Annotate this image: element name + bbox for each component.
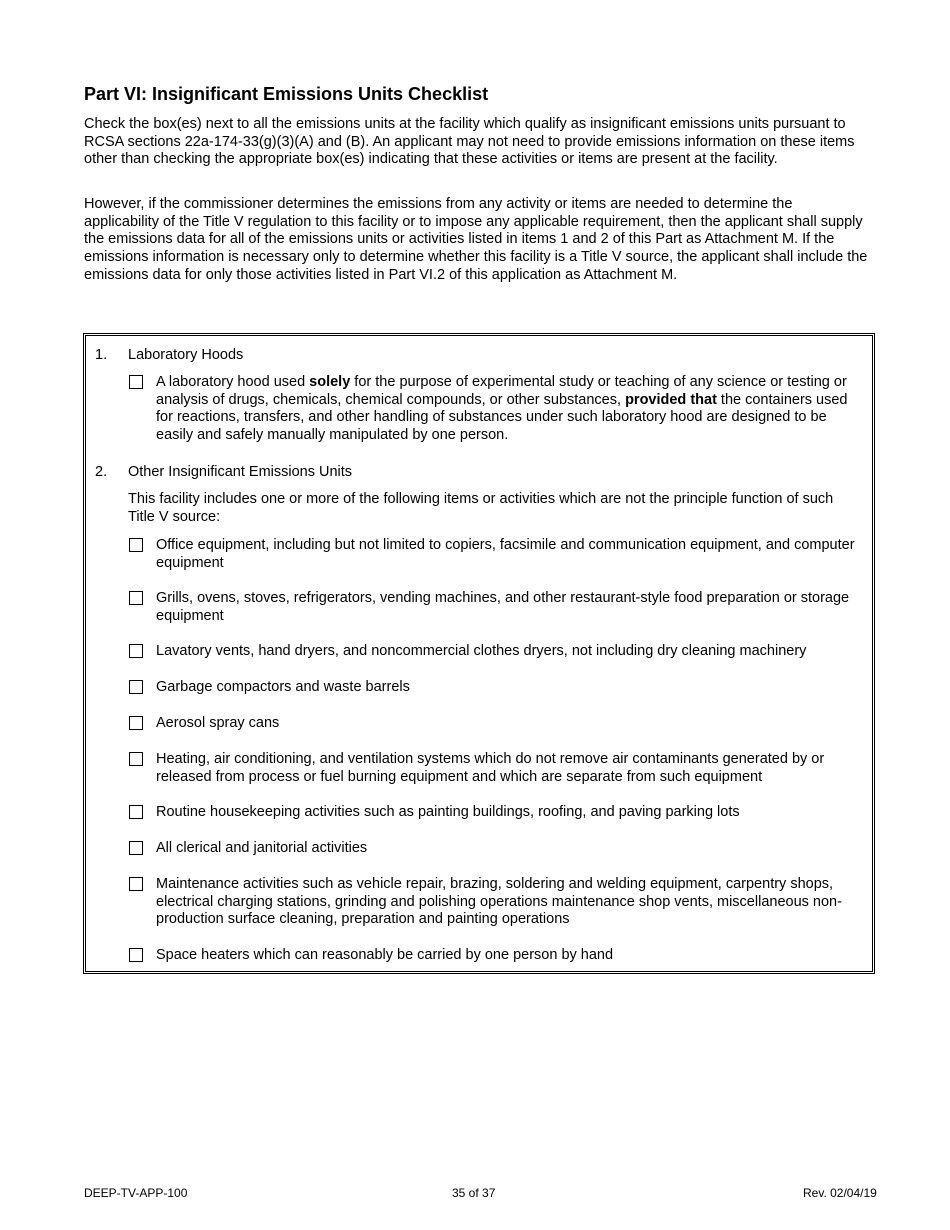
form-id: DEEP-TV-APP-100 — [84, 1186, 188, 1200]
hvac-checkbox[interactable] — [129, 752, 143, 766]
checklist-item-label: Grills, ovens, stoves, refrigerators, vending machines, and other restaurant-style food preparation or storage equipment — [156, 590, 850, 624]
food-equipment-checkbox[interactable] — [129, 591, 143, 605]
checklist-item-label: Lavatory vents, hand dryers, and noncommercial clothes dryers, not including dry cleaning machinery — [156, 643, 807, 659]
office-equipment-checkbox[interactable] — [129, 538, 143, 552]
intro-paragraph-2: However, if the commissioner determines the emissions from any activity or items are needed to determine the applicability of the Title V regulation to this facility or to impose any applicable requirement, then the applicant shall supply the emissions data for all of the emissions units or activities listed in items 1 and 2 of this Part as Attachment M. If the emissions information is necessary only to determine whether this facility is a Title V source, the applicant shall include the emissions data for only those activities listed in Part VI.2 of this application as Attachment M. — [84, 196, 868, 283]
space-heaters-checkbox[interactable] — [129, 948, 143, 962]
laboratory-hood-label: A laboratory hood used solely for the purpose of experimental study or teaching of any science or testing or analysis of drugs, chemicals, chemical compounds, or other substances, provided that the containers used for reactions, transfers, and other handling of substances under such laboratory hood are designed to be easily and safely manually manipulated by one person. — [156, 374, 848, 444]
maintenance-checkbox[interactable] — [129, 877, 143, 891]
section-2-description: This facility includes one or more of the following items or activities which are not the principle function of such Title V source: — [128, 491, 834, 525]
lavatory-vents-checkbox[interactable] — [129, 644, 143, 658]
checklist-item-label: Office equipment, including but not limited to copiers, facsimile and communication equipment, and computer equipment — [156, 537, 855, 571]
page-number: 35 of 37 — [452, 1186, 496, 1200]
garbage-compactors-checkbox[interactable] — [129, 680, 143, 694]
revision-date: Rev. 02/04/19 — [803, 1186, 877, 1200]
section-1-title: Laboratory Hoods — [128, 347, 244, 363]
checklist-box — [83, 333, 875, 974]
section-2-number: 2. — [95, 464, 108, 480]
aerosol-cans-checkbox[interactable] — [129, 716, 143, 730]
page-title: Part VI: Insignificant Emissions Units Checklist — [84, 84, 489, 104]
section-2-title: Other Insignificant Emissions Units — [128, 464, 353, 480]
checklist-item-label: Routine housekeeping activities such as painting buildings, roofing, and paving parking lots — [156, 804, 740, 820]
laboratory-hood-checkbox[interactable] — [129, 375, 143, 389]
intro-paragraph-1: Check the box(es) next to all the emissions units at the facility which qualify as insignificant emissions units pursuant to RCSA sections 22a-174-33(g)(3)(A) and (B). An applicant may not need to provide emissions information on these items other than checking the appropriate box(es) indicating that these activities or items are present at the facility. — [84, 116, 855, 168]
clerical-checkbox[interactable] — [129, 841, 143, 855]
checklist-item-label: Aerosol spray cans — [156, 715, 280, 731]
checklist-item-label: Heating, air conditioning, and ventilation systems which do not remove air contaminants generated by or released from process or fuel burning equipment and which are separate from such equipment — [156, 751, 825, 785]
checklist-item-label: Space heaters which can reasonably be carried by one person by hand — [156, 947, 614, 963]
checklist-item-label: Maintenance activities such as vehicle repair, brazing, soldering and welding equipment, carpentry shops, electrical charging stations, grinding and polishing operations maintenance shop vents, miscellaneous non-production surface cleaning, preparation and painting operations — [156, 876, 842, 928]
section-1-number: 1. — [95, 347, 108, 363]
checklist-item-label: All clerical and janitorial activities — [156, 840, 368, 856]
checklist-item-label: Garbage compactors and waste barrels — [156, 679, 410, 695]
housekeeping-checkbox[interactable] — [129, 805, 143, 819]
